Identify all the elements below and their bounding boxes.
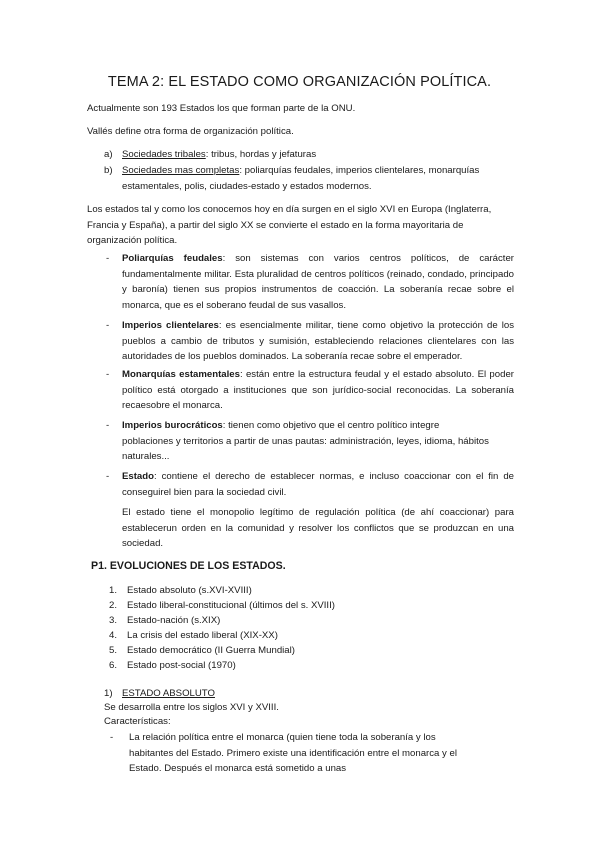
subsection-title: ESTADO ABSOLUTO <box>122 688 215 699</box>
bullet-monarquias <box>122 367 514 414</box>
bullet-imperios-clientelares <box>122 318 514 365</box>
bullet-term: Poliarquías feudales <box>122 253 223 264</box>
paragraph-estado-monopolio: El estado tiene el monopolio legítimo de regulación política (de ahí coaccionar) para establecerun orden en la comunidad y resolver los conflictos que se produzcan en una sociedad. <box>122 507 514 549</box>
subsection-label: Características: <box>104 716 171 727</box>
bullet-marker: - <box>106 253 110 264</box>
bullet-text: : son sistemas con varios centros políticos, de carácter fundamentalmente militar. Esta pluralidad de centros políticos (reinado, condado, principado y baronía) tienen sus propios instrumentos de coacción. La soberanía recae sobre el monarca, que es el soberano feudal de sus vasallos. <box>122 253 514 311</box>
list-number: 2. <box>109 600 118 611</box>
paragraph-origin-states: Los estados tal y como los conocemos hoy en día surgen en el siglo XVI en Europa (Inglaterra, Francia y España), a partir del siglo XX se convierte el estado en la forma mayoritaria de organización política. <box>87 204 492 246</box>
list-text: Estado liberal-constitucional (últimos del s. XVIII) <box>127 600 335 611</box>
list-text: La crisis del estado liberal (XIX-XX) <box>127 630 278 641</box>
section-heading: P1. EVOLUCIONES DE LOS ESTADOS. <box>91 560 286 572</box>
list-number: 1. <box>109 585 118 596</box>
list-number: 6. <box>109 660 118 671</box>
list-item <box>109 643 295 659</box>
list-item <box>109 598 335 614</box>
bullet-marker: - <box>106 369 110 380</box>
list-number: 4. <box>109 630 118 641</box>
list-number: 5. <box>109 645 118 656</box>
bullet-text: : contiene el derecho de establecer normas, e incluso coaccionar con el fin de conseguirel bien para la sociedad civil. <box>122 471 514 498</box>
list-marker-b: b) <box>104 165 113 176</box>
bullet-imperios-burocraticos <box>122 418 492 465</box>
bullet-term: Imperios clientelares <box>122 320 219 331</box>
bullet-text: : están entre la estructura feudal y el estado absoluto. El poder político está otorgado a instituciones que son jurídico-social reconocidas. La soberanía recaesobre el monarca. <box>122 369 514 411</box>
list-item-a-term: Sociedades tribales <box>122 149 206 160</box>
subsection-text: Se desarrolla entre los siglos XVI y XVIII. <box>104 702 279 713</box>
intro-paragraph-onu: Actualmente son 193 Estados los que forman parte de la ONU. <box>87 103 356 114</box>
bullet-term: Imperios burocráticos <box>122 420 223 431</box>
bullet-term: Monarquías estamentales <box>122 369 240 380</box>
page-title: TEMA 2: EL ESTADO COMO ORGANIZACIÓN POLÍTICA. <box>107 74 492 90</box>
list-item <box>109 583 252 599</box>
list-item-a <box>122 147 522 163</box>
bullet-marker: - <box>110 732 114 743</box>
list-item <box>109 613 220 629</box>
list-marker-a: a) <box>104 149 113 160</box>
bullet-term: Estado <box>122 471 154 482</box>
list-item <box>109 628 278 644</box>
bullet-marker: - <box>106 420 110 431</box>
bullet-text: : tienen como objetivo que el centro político integre poblaciones y territorios a partir de unas pautas: administración, leyes, idioma, hábitos naturales... <box>122 420 489 462</box>
list-number: 3. <box>109 615 118 626</box>
subsection-number: 1) <box>104 688 113 699</box>
bullet-poliarquias <box>122 251 514 313</box>
list-text: Estado-nación (s.XIX) <box>127 615 221 626</box>
bullet-relacion-politica: La relación política entre el monarca (quien tiene toda la soberanía y los habitantes del Estado. Primero existe una identificación entre el monarca y el Estado. Después el monarca está sometido a unas <box>129 732 457 774</box>
bullet-marker: - <box>106 320 110 331</box>
list-text: Estado democrático (II Guerra Mundial) <box>127 645 295 656</box>
list-item-b-term: Sociedades mas completas <box>122 165 240 176</box>
list-text: Estado post-social (1970) <box>127 660 236 671</box>
intro-paragraph-valles: Vallés define otra forma de organización política. <box>87 126 294 137</box>
list-item <box>109 658 236 674</box>
list-item-a-text: : tribus, hordas y jefaturas <box>205 149 317 160</box>
list-text: Estado absoluto (s.XVI-XVIII) <box>127 585 252 596</box>
bullet-text: : es esencialmente militar, tiene como objetivo la protección de los pueblos a cambio de tributos y sumisión, estableciendo relaciones clientelares con las autoridades de los pueblos dominados. La soberanía recae sobre el emperador. <box>122 320 515 362</box>
list-item-b <box>122 163 527 194</box>
list-item-b-text: : poliarquías feudales, imperios clientelares, monarquías estamentales, polis, ciudades-estado y estados modernos. <box>122 165 480 192</box>
bullet-marker: - <box>106 471 110 482</box>
bullet-estado <box>122 469 514 500</box>
